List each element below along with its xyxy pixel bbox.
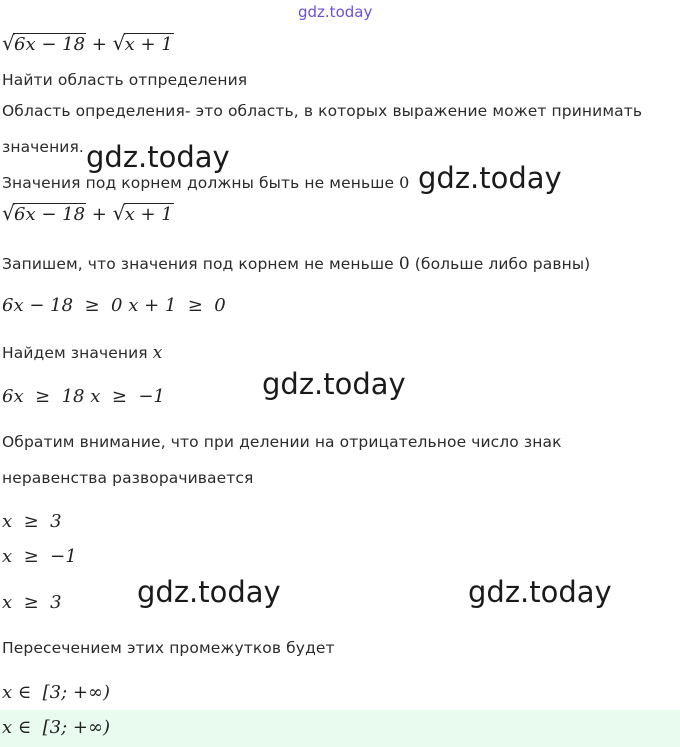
text-write [2, 254, 590, 274]
text-find-domain: Найти область отпределения [2, 71, 248, 89]
watermark: gdz.today [468, 575, 612, 609]
inequality-b: x + 1 ≥ 0 [128, 295, 226, 316]
result-3 [2, 592, 62, 613]
result-2 [2, 546, 77, 567]
expression-repeat [2, 201, 174, 225]
condition-label: Значения под корнем должны быть не меньше [2, 174, 395, 192]
result-1 [2, 511, 62, 532]
text-find-x [2, 343, 162, 363]
expression [2, 31, 174, 55]
answer-1 [2, 682, 110, 703]
result-1-value: x ≥ 3 [2, 511, 62, 532]
text-intersection: Пересечением этих промежутков будет [2, 639, 335, 657]
sqrt-b: √ x + 1 [112, 31, 173, 55]
answer-1-value: x ∈ [3; +∞) [2, 682, 110, 703]
radicand-a: 6x − 18 [14, 34, 86, 55]
radicand-b: x + 1 [124, 204, 173, 225]
text-definition-1: Область определения- это область, в которых выражение может принимать [2, 102, 643, 120]
find-x-label: Найдем значения [2, 344, 148, 362]
plus-sign: + [91, 34, 107, 55]
watermark: gdz.today [137, 575, 281, 609]
inequalities-2 [2, 386, 165, 407]
zero-value: 0 [398, 254, 410, 274]
text-note-1: Обратим внимание, что при делении на отрицательное число знак [2, 433, 562, 451]
watermark-top: gdz.today [298, 3, 373, 21]
sqrt-a: √ 6x − 18 [2, 31, 86, 55]
watermark: gdz.today [262, 367, 406, 401]
inequalities-1 [2, 295, 226, 316]
sqrt-a: √ 6x − 18 [2, 201, 86, 225]
inequality-a: 6x − 18 ≥ 0 [2, 295, 123, 316]
variable-x: x [152, 343, 163, 363]
watermark: gdz.today [418, 161, 562, 195]
plus-sign: + [91, 204, 107, 225]
text-definition-2: значения. [2, 138, 84, 156]
answer-final-value: x ∈ [3; +∞) [2, 717, 110, 738]
text-note-2: неравенства разворачивается [2, 469, 254, 487]
write-label-suffix: (больше либо равны) [414, 255, 591, 273]
inequality-d: x ≥ −1 [90, 386, 165, 407]
result-3-value: x ≥ 3 [2, 592, 62, 613]
radicand-a: 6x − 18 [14, 204, 86, 225]
text-condition [2, 173, 409, 192]
answer-final [2, 717, 110, 738]
watermark: gdz.today [86, 140, 230, 174]
radicand-b: x + 1 [124, 34, 173, 55]
result-2-value: x ≥ −1 [2, 546, 77, 567]
sqrt-b: √ x + 1 [112, 201, 173, 225]
inequality-c: 6x ≥ 18 [2, 386, 85, 407]
write-label: Запишем, что значения под корнем не меньше [2, 255, 394, 273]
zero-value: 0 [399, 173, 410, 192]
